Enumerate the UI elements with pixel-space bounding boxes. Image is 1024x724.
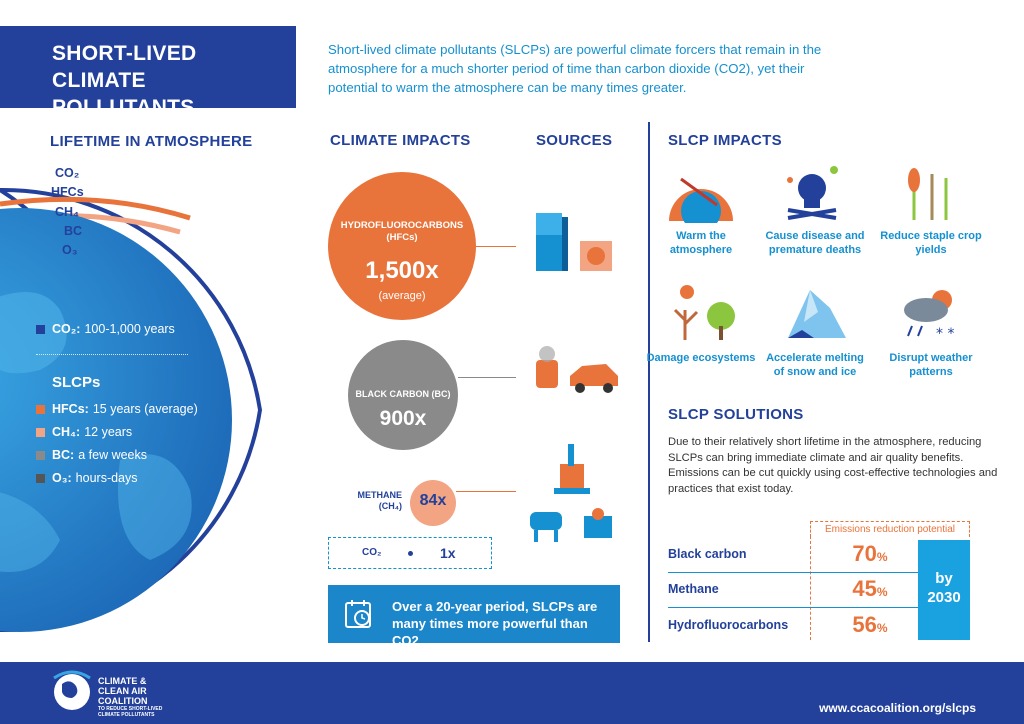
svg-text:* *: * *	[936, 326, 955, 342]
legend-swatch-co2	[36, 325, 45, 334]
hfc-connector	[476, 246, 516, 247]
legend-bc-value: a few weeks	[78, 448, 147, 462]
legend-ch4	[36, 425, 132, 439]
impact-ecosystems: Damage ecosystems	[646, 352, 756, 364]
hfc-percent-unit: %	[876, 621, 888, 635]
page-title: SHORT-LIVED CLIMATE POLLUTANTS	[52, 42, 197, 119]
row-label-black-carbon: Black carbon	[668, 547, 747, 561]
co2-dot	[408, 551, 413, 556]
vehicle-stove-icon	[524, 340, 624, 400]
row-value-black-carbon	[822, 541, 918, 567]
warm-atmosphere-icon	[665, 165, 737, 223]
footer-url-link[interactable]: www.ccacoalition.org/slcps	[819, 701, 976, 715]
methane-percent-unit: %	[876, 585, 888, 599]
target-year: 2030	[927, 589, 961, 606]
row-value-methane	[822, 576, 918, 602]
legend-o3	[36, 471, 138, 485]
climate-impacts-heading: CLIMATE IMPACTS	[330, 132, 471, 149]
reduction-potential-label: Emissions reduction potential	[810, 521, 970, 537]
lifetime-heading: LIFETIME IN ATMOSPHERE	[50, 133, 253, 150]
legend-ch4-value: 12 years	[84, 425, 133, 439]
methane-connector	[456, 491, 516, 492]
legend-swatch-o3	[36, 474, 45, 483]
bc-value: 900x	[379, 407, 427, 430]
solutions-text: Due to their relatively short lifetime in the atmosphere, reducing SLCPs can bring immediate climate and air quality benefits. Emissions can be cut quickly using cost-effective technologies and practices that exist today.	[668, 436, 998, 495]
bc-percent-unit: %	[876, 550, 888, 564]
co2-name: CO₂	[362, 547, 382, 558]
row-value-hfcs	[822, 612, 918, 638]
org-line-1: CLIMATE &	[98, 676, 147, 686]
bar-label-hfcs: HFCs	[51, 185, 84, 199]
legend-co2-value: 100-1,000 years	[84, 322, 175, 336]
impact-warm: Warm the atmosphere	[669, 230, 733, 256]
row-divider-2	[668, 607, 918, 608]
crop-icon	[898, 160, 958, 222]
oil-rig-livestock-icon	[524, 440, 624, 550]
legend-swatch-ch4	[36, 428, 45, 437]
slcp-solutions-heading: SLCP SOLUTIONS	[668, 406, 804, 423]
legend-hfcs	[36, 402, 198, 416]
bar-label-o3: O₃	[62, 243, 78, 257]
ecosystem-icon	[665, 280, 741, 342]
banner-text: Over a 20-year period, SLCPs are many times more powerful than CO2	[392, 599, 598, 648]
hfc-value: 1,500x	[365, 257, 439, 284]
org-line-2: CLEAN AIR	[98, 686, 147, 696]
title-banner	[0, 26, 296, 119]
section-divider	[648, 122, 650, 642]
calendar-clock-icon	[344, 598, 376, 630]
row-label-methane: Methane	[668, 582, 719, 596]
earth-globe	[0, 208, 232, 632]
org-tagline: TO REDUCE SHORT-LIVED CLIMATE POLLUTANTS	[98, 706, 163, 718]
by-label: by	[935, 570, 953, 587]
row-divider-1	[668, 572, 918, 573]
weather-icon	[898, 284, 964, 342]
bar-label-ch4: CH₄	[55, 205, 80, 219]
slcp-impacts-heading: SLCP IMPACTS	[668, 132, 782, 149]
legend-ch4-name: CH₄:	[52, 425, 81, 439]
legend-bc-name: BC:	[52, 448, 75, 462]
legend-o3-value: hours-days	[75, 471, 138, 485]
bc-percent: 70	[852, 541, 877, 566]
legend-swatch-hfcs	[36, 405, 45, 414]
melting-ice-icon	[780, 282, 852, 340]
hfc-name: HYDROFLUOROCARBONS (HFCs)	[340, 220, 464, 243]
skull-crossbones-icon	[776, 160, 848, 222]
coalition-logo-icon	[50, 668, 94, 714]
legend-hfcs-name: HFCs:	[52, 402, 89, 416]
hfc-percent: 56	[852, 612, 877, 637]
bar-label-co2: CO₂	[55, 166, 80, 180]
bc-name: BLACK CARBON (BC)	[355, 389, 451, 399]
legend-co2-name: CO₂:	[52, 322, 81, 336]
slcps-heading: SLCPs	[52, 374, 101, 391]
legend-co2	[36, 322, 175, 336]
impact-disease: Cause disease and premature deaths	[765, 230, 865, 256]
impact-weather: Disrupt weather patterns	[889, 352, 973, 378]
legend-bc	[36, 448, 147, 462]
impact-crops: Reduce staple crop yields	[880, 230, 982, 256]
org-line-3: COALITION	[98, 696, 148, 706]
coalition-name	[98, 676, 168, 718]
intro-text: Short-lived climate pollutants (SLCPs) are powerful climate forcers that remain in the atmosphere for a much shorter period of time than carbon dioxide (CO2), yet their potential to warm the atmosphere can be many times greater.	[328, 42, 822, 95]
sources-heading: SOURCES	[536, 132, 613, 149]
target-year-box	[918, 540, 970, 640]
methane-name: METHANE (CH₄)	[357, 490, 402, 511]
legend-divider	[36, 354, 188, 355]
refrigerator-ac-icon	[524, 205, 624, 285]
impact-melting: Accelerate melting of snow and ice	[766, 352, 864, 378]
co2-value: 1x	[440, 545, 456, 561]
bar-label-bc: BC	[64, 224, 83, 238]
legend-hfcs-value: 15 years (average)	[92, 402, 198, 416]
methane-percent: 45	[852, 576, 877, 601]
row-label-hfcs: Hydrofluorocarbons	[668, 618, 789, 632]
legend-o3-name: O₃:	[52, 471, 72, 485]
bc-connector	[458, 377, 516, 378]
hfc-note: (average)	[378, 290, 426, 302]
methane-value: 84x	[419, 492, 447, 509]
legend-swatch-bc	[36, 451, 45, 460]
